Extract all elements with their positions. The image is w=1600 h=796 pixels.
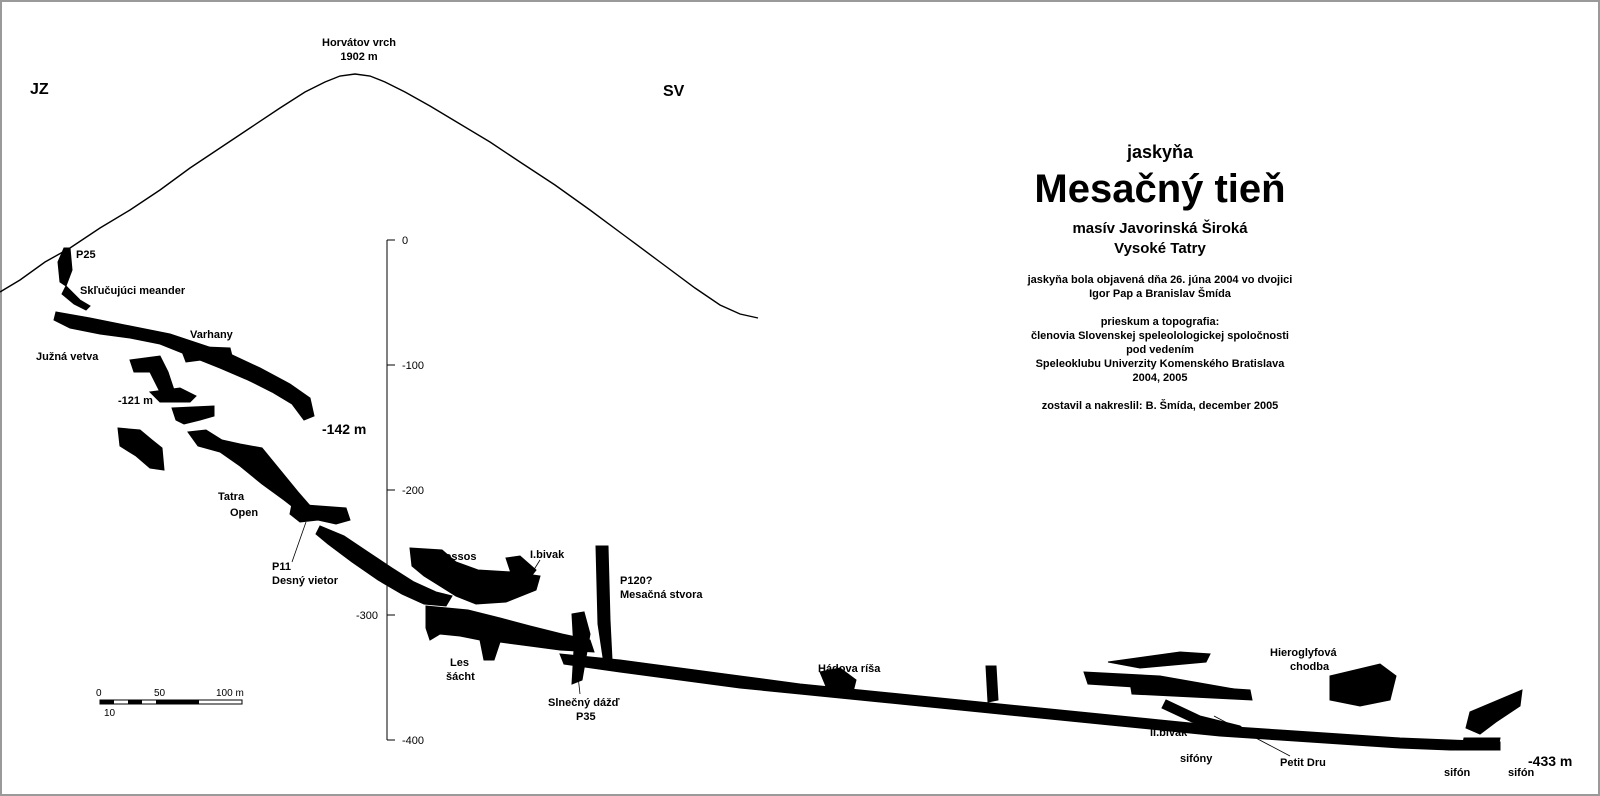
survey-line-2: členovia Slovenskej speleolologickej spoločnosti bbox=[1031, 330, 1289, 342]
passage-shaft-a bbox=[986, 666, 998, 702]
label-knossos: Knossos bbox=[430, 551, 477, 563]
passage-juzna-vetva bbox=[130, 356, 174, 392]
summit-name: Horvátov vrch bbox=[322, 37, 396, 49]
depth-tick-label: 0 bbox=[402, 235, 409, 247]
label-sacht: šácht bbox=[446, 671, 475, 683]
scale-bar-label-50: 50 bbox=[154, 688, 166, 699]
survey-line-1: prieskum a topografia: bbox=[1100, 316, 1220, 328]
passage-121 bbox=[150, 388, 196, 402]
scale-bar-segment bbox=[128, 700, 142, 704]
depth-axis bbox=[356, 235, 424, 747]
passage-hiero-right bbox=[1330, 664, 1396, 706]
label-sifon-2: sifón bbox=[1508, 767, 1535, 779]
depth-label-121: -121 m bbox=[118, 395, 153, 407]
direction-right-label: SV bbox=[663, 83, 685, 100]
passage-siphon bbox=[1462, 738, 1500, 748]
label-open: Open bbox=[230, 507, 259, 519]
label-p120: P120? bbox=[620, 575, 653, 587]
depth-label-142: -142 m bbox=[322, 421, 367, 437]
label-hadova-risa: Hádova ríša bbox=[818, 663, 881, 675]
depth-tick-label: -300 bbox=[356, 610, 379, 622]
surface-profile-line bbox=[0, 74, 758, 318]
discovery-line-1: jaskyňa bola objavená dňa 26. júna 2004 vo dvojici bbox=[1027, 274, 1293, 286]
label-p35: P35 bbox=[576, 711, 596, 723]
scale-bar-segment bbox=[156, 700, 199, 704]
label-les: Les bbox=[450, 657, 469, 669]
passage-upper-branch bbox=[54, 312, 314, 420]
map-title: Mesačný tieň bbox=[1034, 167, 1286, 211]
scale-bar-label-0: 0 bbox=[96, 688, 102, 699]
label-p11: P11 bbox=[272, 561, 291, 573]
scale-bar-segment bbox=[100, 700, 114, 704]
survey-line-3: pod vedením bbox=[1126, 344, 1194, 356]
depth-tick-label: -100 bbox=[402, 360, 425, 372]
depth-label-433: -433 m bbox=[1528, 753, 1573, 769]
leader-p11 bbox=[292, 522, 306, 562]
label-sifony: sifóny bbox=[1180, 753, 1213, 765]
passage-middle-upper bbox=[172, 406, 214, 424]
label-petit-dru: Petit Dru bbox=[1280, 757, 1326, 769]
scale-bar-label-10: 10 bbox=[104, 708, 116, 719]
label-tatra: Tatra bbox=[218, 491, 245, 503]
direction-left-label: JZ bbox=[30, 81, 49, 98]
author-line: zostavil a nakreslil: B. Šmída, december 2005 bbox=[1041, 400, 1279, 412]
summit-elevation: 1902 m bbox=[340, 51, 378, 63]
passage-les-sacht bbox=[426, 606, 594, 660]
depth-tick-label: -200 bbox=[402, 485, 425, 497]
map-info-block bbox=[960, 142, 1360, 413]
label-meander: Skľučujúci meander bbox=[80, 285, 186, 297]
label-desny-vietor: Desný vietor bbox=[272, 575, 339, 587]
passage-final bbox=[1466, 690, 1522, 734]
passage-p11 bbox=[290, 504, 350, 524]
scale-bar bbox=[96, 688, 244, 719]
passage-p120-shaft bbox=[596, 546, 612, 664]
discovery-line-2: Igor Pap a Branislav Šmída bbox=[1089, 288, 1231, 300]
label-hieroglyfova: Hieroglyfová bbox=[1270, 647, 1337, 659]
scale-bar-label-100: 100 m bbox=[216, 688, 244, 699]
label-varhany: Varhany bbox=[190, 329, 233, 341]
map-range: Vysoké Tatry bbox=[1114, 240, 1206, 257]
label-mesacna-stvora: Mesačná stvora bbox=[620, 589, 703, 601]
survey-line-5: 2004, 2005 bbox=[1132, 372, 1188, 384]
survey-line-4: Speleoklubu Univerzity Komenského Bratislava bbox=[1035, 358, 1285, 370]
label-p25: P25 bbox=[76, 249, 96, 261]
depth-tick-label: -400 bbox=[402, 735, 425, 747]
label-juzna-vetva: Južná vetva bbox=[36, 351, 99, 363]
passage-hiero-top bbox=[1108, 652, 1210, 668]
passage-tatra-open bbox=[188, 430, 312, 514]
label-bivak2: II.bivak bbox=[1150, 727, 1188, 739]
map-kicker: jaskyňa bbox=[1126, 142, 1194, 162]
passage-middle-left bbox=[118, 428, 164, 470]
label-sifon-1: sifón bbox=[1444, 767, 1471, 779]
label-slnecny-dazd: Slnečný dážď bbox=[548, 697, 620, 709]
label-chodba: chodba bbox=[1290, 661, 1330, 673]
label-bivak1: I.bivak bbox=[530, 549, 565, 561]
map-massif: masív Javorinská Široká bbox=[1072, 220, 1248, 237]
passage-slnecny bbox=[572, 612, 590, 684]
